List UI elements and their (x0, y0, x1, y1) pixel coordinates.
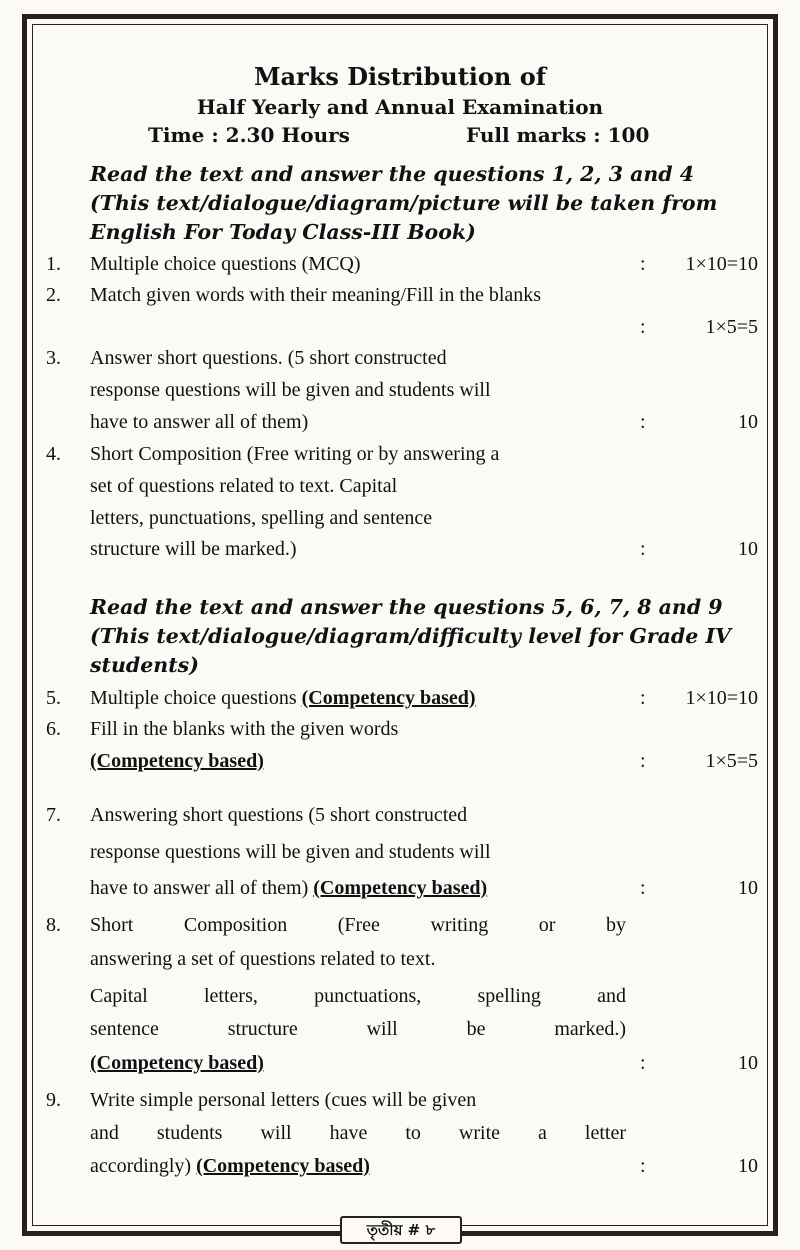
q4-line3: letters, punctuations, spelling and sentence (90, 507, 433, 529)
full-marks: Full marks : 100 (466, 123, 650, 147)
q3-mark: 10 (738, 411, 758, 433)
q3-line3: have to answer all of them) (90, 411, 309, 433)
q4-line1: Short Composition (Free writing or by answering a (90, 443, 500, 465)
q5-colon: : (640, 687, 646, 709)
q1-text: Multiple choice questions (MCQ) (90, 253, 361, 275)
q5-text: Multiple choice questions (Competency based) (90, 687, 476, 709)
q7-competency-tag: (Competency based) (313, 877, 488, 899)
q6-competency-tag: (Competency based) (90, 750, 264, 772)
q9-number: 9. (46, 1089, 61, 1111)
q7-mark: 10 (738, 877, 758, 899)
q3-line2: response questions will be given and students will (90, 379, 491, 401)
q7-line1: Answering short questions (5 short constructed (90, 804, 468, 826)
page-number-badge: তৃতীয় # ৮ (340, 1216, 462, 1244)
q6-mark: 1×5=5 (705, 750, 758, 772)
q2-colon: : (640, 316, 646, 338)
q4-number: 4. (46, 443, 61, 465)
q1-colon: : (640, 253, 646, 275)
q8-line1: Short Composition (Free writing or by (90, 914, 626, 936)
q8-line3: Capital letters, punctuations, spelling and (90, 985, 626, 1007)
section2-instruction: Read the text and answer the questions 5, 6, 7, 8 and 9 (This text/dialogue/diagram/difficulty level for Grade IV students) (90, 595, 731, 677)
q7-colon: : (640, 877, 646, 899)
exam-time: Time : 2.30 Hours (148, 123, 350, 147)
q9-colon: : (640, 1155, 646, 1177)
section1-instruction: Read the text and answer the questions 1, 2, 3 and 4 (This text/dialogue/diagram/picture will be taken from English For Today Class-III Book) (90, 162, 718, 244)
q3-line1: Answer short questions. (5 short constructed (90, 347, 447, 369)
q9-competency-tag: (Competency based) (196, 1155, 370, 1177)
q3-colon: : (640, 411, 646, 433)
q1-number: 1. (46, 253, 61, 275)
q4-colon: : (640, 538, 646, 560)
q8-colon: : (640, 1052, 646, 1074)
q9-line2: and students will have to write a letter (90, 1122, 626, 1144)
q5-number: 5. (46, 687, 61, 709)
q4-line4: structure will be marked.) (90, 538, 297, 560)
q5-competency-tag: (Competency based) (301, 687, 476, 709)
q6-number: 6. (46, 718, 61, 740)
q8-line2: answering a set of questions related to text. (90, 948, 436, 970)
page-title: Marks Distribution of (253, 62, 547, 91)
q3-number: 3. (46, 347, 61, 369)
q5-mark: 1×10=10 (685, 687, 758, 709)
q9-mark: 10 (738, 1155, 758, 1177)
q7-line2: response questions will be given and students will (90, 841, 491, 863)
q8-competency-tag: (Competency based) (90, 1052, 264, 1074)
q1-mark: 1×10=10 (685, 253, 758, 275)
q4-mark: 10 (738, 538, 758, 560)
q9-line3: accordingly) (Competency based) (90, 1155, 370, 1177)
q2-mark: 1×5=5 (705, 316, 758, 338)
q6-line1: Fill in the blanks with the given words (90, 718, 399, 740)
page-subtitle: Half Yearly and Annual Examination (196, 95, 604, 119)
q8-number: 8. (46, 914, 61, 936)
q7-number: 7. (46, 804, 61, 826)
q2-number: 2. (46, 284, 61, 306)
q6-colon: : (640, 750, 646, 772)
q8-line4: sentence structure will be marked.) (90, 1018, 626, 1040)
q2-text: Match given words with their meaning/Fill in the blanks (90, 284, 542, 306)
q7-line3: have to answer all of them) (Competency based) (90, 877, 488, 899)
q4-line2: set of questions related to text. Capital (90, 475, 398, 497)
q8-mark: 10 (738, 1052, 758, 1074)
q9-line1: Write simple personal letters (cues will be given (90, 1089, 477, 1111)
